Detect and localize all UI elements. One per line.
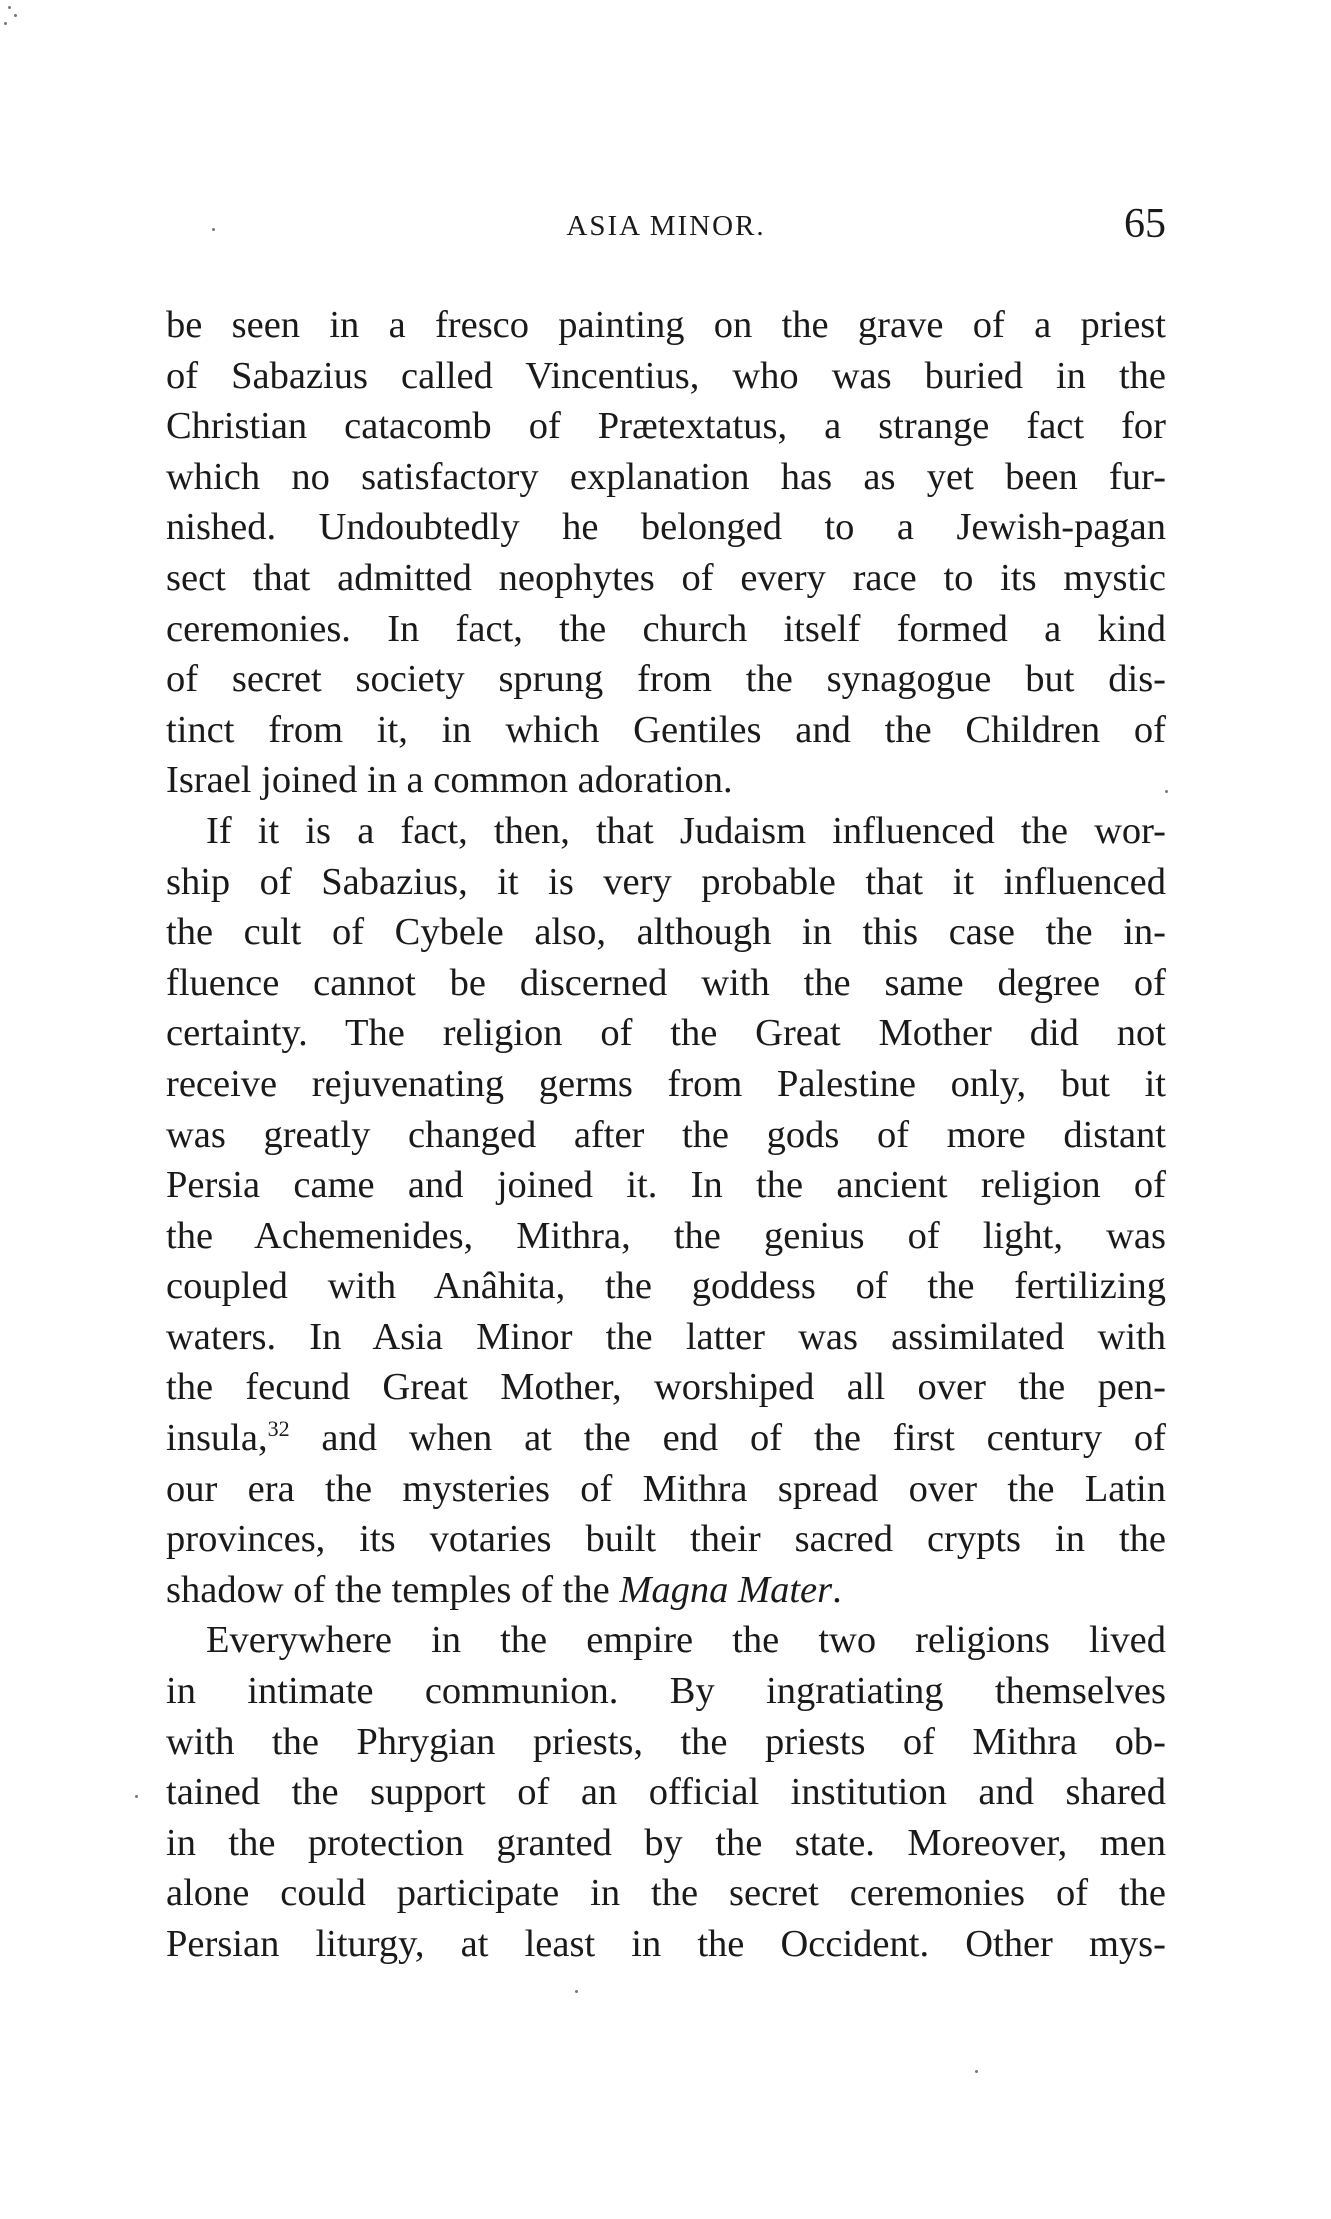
scan-speck xyxy=(1165,790,1168,793)
scan-speck xyxy=(975,2070,978,2073)
scan-speck xyxy=(135,1795,138,1798)
paragraph-3 xyxy=(166,1615,1166,1969)
footnote-reference[interactable]: 32 xyxy=(267,1416,290,1442)
text-line-with-footnote xyxy=(166,1413,1166,1464)
line-segment: . xyxy=(832,1568,842,1611)
text-line: ship of Sabazius, it is very probable that it influenced xyxy=(166,860,1166,903)
body-text xyxy=(166,300,1166,1970)
paragraph-2 xyxy=(166,806,1166,1616)
text-line: certainty. The religion of the Great Mother did not xyxy=(166,1012,1166,1055)
text-line: the Achemenides, Mithra, the genius of light, was xyxy=(166,1214,1166,1257)
text-line: Persian liturgy, at least in the Occident. Other mys- xyxy=(166,1923,1166,1965)
text-line: was greatly changed after the gods of more distant xyxy=(166,1113,1166,1156)
text-line: coupled with Anâhita, the goddess of the fertilizing xyxy=(166,1265,1166,1308)
text-line: alone could participate in the secret ceremonies of the xyxy=(166,1872,1166,1915)
italic-term: Magna Mater xyxy=(619,1568,833,1611)
page-number: 65 xyxy=(1124,201,1166,247)
text-line: Persia came and joined it. In the ancient religion of xyxy=(166,1164,1166,1207)
text-line: waters. In Asia Minor the latter was assimilated with xyxy=(166,1315,1166,1358)
scan-speck xyxy=(14,14,17,17)
text-line: nished. Undoubtedly he belonged to a Jewish-pagan xyxy=(166,506,1166,549)
text-line: of secret society sprung from the synagogue but dis- xyxy=(166,658,1166,701)
running-head xyxy=(166,200,1166,260)
scan-speck xyxy=(212,228,215,231)
text-line: in the protection granted by the state. Moreover, men xyxy=(166,1821,1166,1864)
text-line: tinct from it, in which Gentiles and the Children of xyxy=(166,708,1166,751)
text-line: Israel joined in a common adoration. xyxy=(166,759,733,802)
text-line: in intimate communion. By ingratiating themselves xyxy=(166,1670,1166,1713)
text-line: of Sabazius called Vincentius, who was buried in the xyxy=(166,354,1166,397)
scan-speck xyxy=(4,22,7,25)
text-line: ceremonies. In fact, the church itself formed a kind xyxy=(166,607,1166,650)
line-segment: and when at the end of the first century of xyxy=(289,1417,1166,1460)
running-title: ASIA MINOR. xyxy=(566,210,766,242)
text-line: Everywhere in the empire the two religions lived xyxy=(206,1619,1166,1662)
text-line: which no satisfactory explanation has as yet been fur- xyxy=(166,455,1166,498)
text-line: sect that admitted neophytes of every race to its mystic xyxy=(166,556,1166,599)
text-line: Christian catacomb of Prætextatus, a strange fact for xyxy=(166,405,1166,448)
text-line: If it is a fact, then, that Judaism influenced the wor- xyxy=(206,809,1166,852)
scan-speck xyxy=(575,1990,578,1993)
text-line: tained the support of an official institution and shared xyxy=(166,1771,1166,1814)
text-line: receive rejuvenating germs from Palestine only, but it xyxy=(166,1062,1166,1105)
line-segment: insula, xyxy=(166,1417,268,1460)
text-line: provinces, its votaries built their sacred crypts in the xyxy=(166,1518,1166,1561)
paragraph-1 xyxy=(166,300,1166,806)
text-line: the cult of Cybele also, although in this case the in- xyxy=(166,911,1166,954)
text-line: our era the mysteries of Mithra spread over the Latin xyxy=(166,1467,1166,1510)
text-line-with-italic xyxy=(166,1565,1166,1616)
line-segment: shadow of the temples of the xyxy=(166,1568,620,1611)
text-line: be seen in a fresco painting on the grave of a priest xyxy=(166,304,1166,346)
text-line: fluence cannot be discerned with the same degree of xyxy=(166,961,1166,1004)
text-line: with the Phrygian priests, the priests of Mithra ob- xyxy=(166,1720,1166,1763)
scan-speck xyxy=(8,6,11,9)
text-line: the fecund Great Mother, worshiped all over the pen- xyxy=(166,1366,1166,1409)
